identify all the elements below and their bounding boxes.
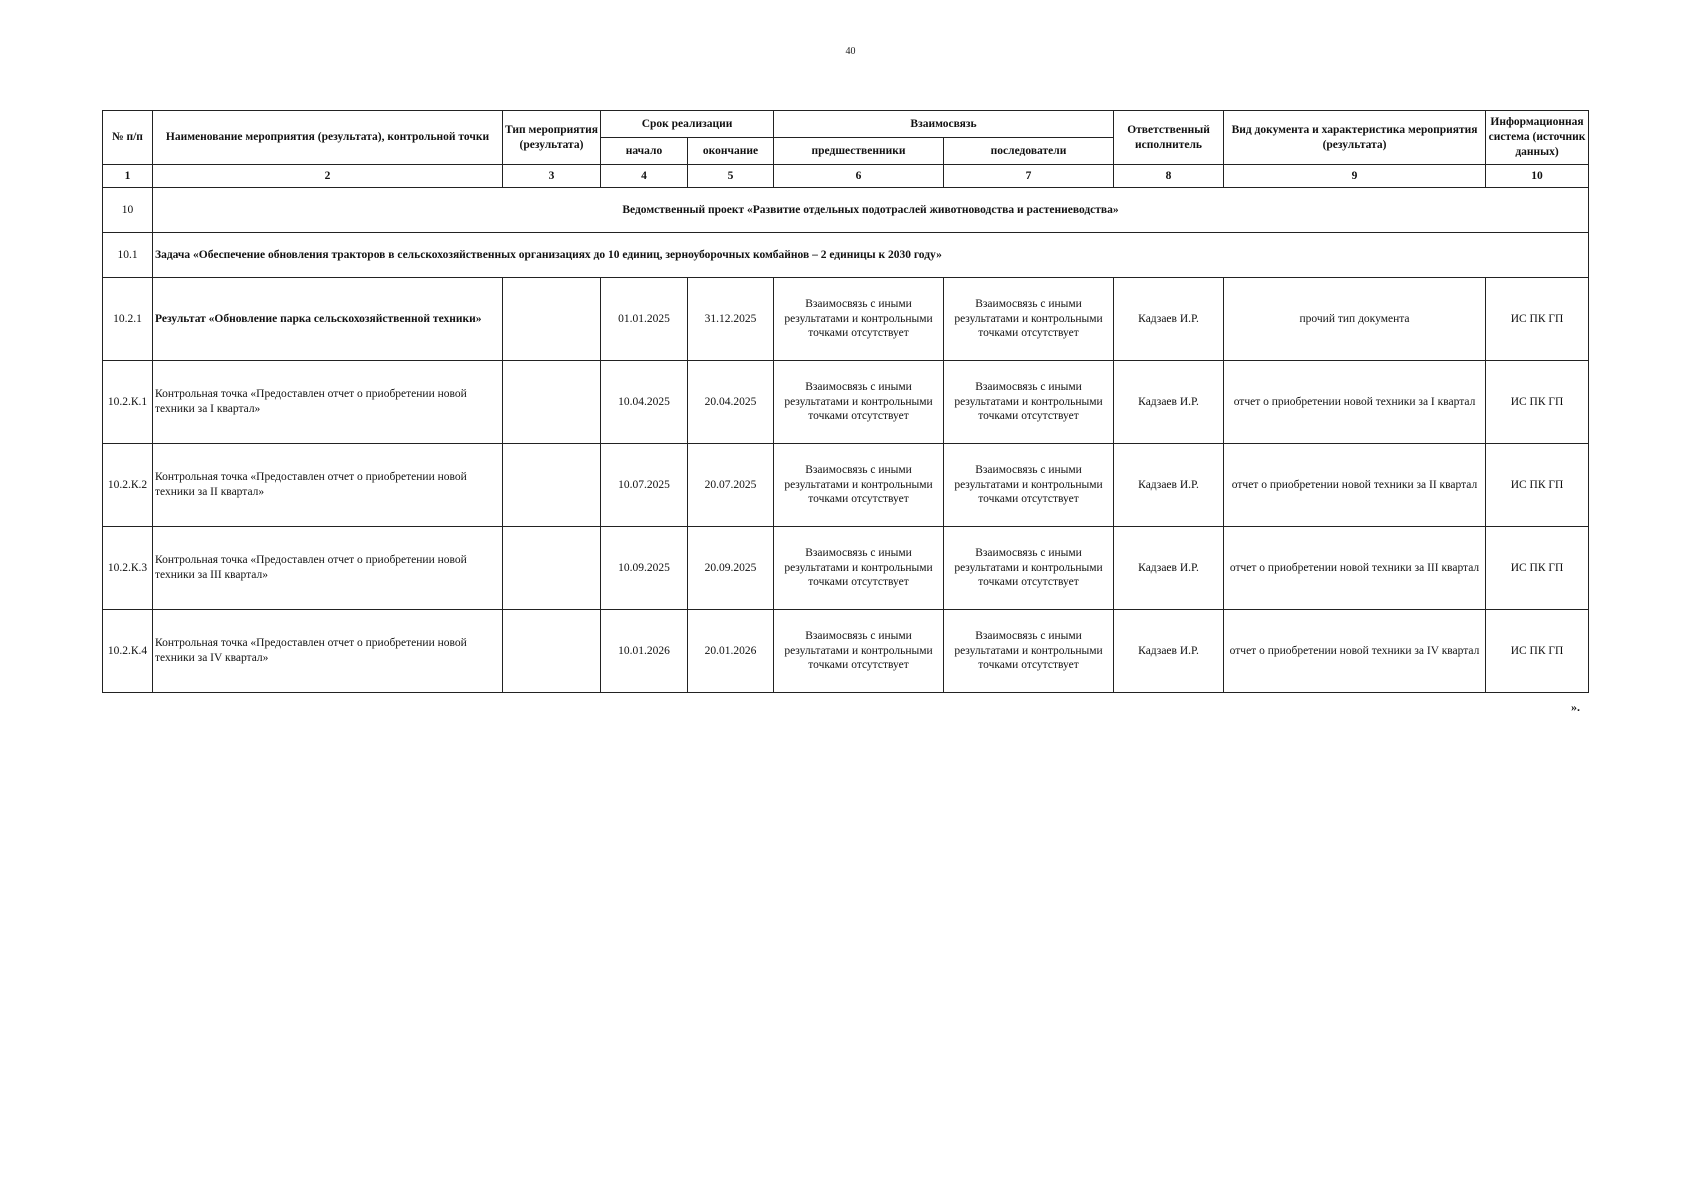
- row-successors: Взаимосвязь с иными результатами и контрольными точками отсутствует: [944, 610, 1114, 693]
- column-number: 9: [1224, 165, 1486, 188]
- column-number: 1: [103, 165, 153, 188]
- header-num: № п/п: [103, 111, 153, 165]
- row-predecessors: Взаимосвязь с иными результатами и контрольными точками отсутствует: [774, 527, 944, 610]
- row-responsible: Кадзаев И.Р.: [1114, 610, 1224, 693]
- header-relation-succ: последователи: [944, 138, 1114, 165]
- project-num: 10: [103, 188, 153, 233]
- table-row: [103, 527, 1589, 610]
- row-num: 10.2.К.4: [103, 610, 153, 693]
- column-number-row: [103, 165, 1589, 188]
- table-row: [103, 361, 1589, 444]
- row-document: прочий тип документа: [1224, 278, 1486, 361]
- row-successors: Взаимосвязь с иными результатами и контрольными точками отсутствует: [944, 278, 1114, 361]
- row-type: [503, 610, 601, 693]
- row-document: отчет о приобретении новой техники за III квартал: [1224, 527, 1486, 610]
- project-row: [103, 188, 1589, 233]
- table-body: [103, 188, 1589, 693]
- row-document: отчет о приобретении новой техники за IV квартал: [1224, 610, 1486, 693]
- row-num: 10.2.К.3: [103, 527, 153, 610]
- column-number: 6: [774, 165, 944, 188]
- row-successors: Взаимосвязь с иными результатами и контрольными точками отсутствует: [944, 444, 1114, 527]
- row-responsible: Кадзаев И.Р.: [1114, 278, 1224, 361]
- header-period-end: окончание: [688, 138, 774, 165]
- row-start: 10.04.2025: [601, 361, 688, 444]
- row-type: [503, 361, 601, 444]
- header-period-start: начало: [601, 138, 688, 165]
- row-num: 10.2.1: [103, 278, 153, 361]
- row-start: 10.01.2026: [601, 610, 688, 693]
- row-document: отчет о приобретении новой техники за II квартал: [1224, 444, 1486, 527]
- row-infosys: ИС ПК ГП: [1486, 361, 1589, 444]
- header-responsible: Ответственный исполнитель: [1114, 111, 1224, 165]
- row-end: 20.01.2026: [688, 610, 774, 693]
- header-name: Наименование мероприятия (результата), контрольной точки: [153, 111, 503, 165]
- row-start: 01.01.2025: [601, 278, 688, 361]
- project-title: Ведомственный проект «Развитие отдельных подотраслей животноводства и растениеводства»: [153, 188, 1589, 233]
- closing-mark: ».: [1571, 700, 1580, 714]
- task-row: [103, 233, 1589, 278]
- row-predecessors: Взаимосвязь с иными результатами и контрольными точками отсутствует: [774, 361, 944, 444]
- row-infosys: ИС ПК ГП: [1486, 610, 1589, 693]
- row-type: [503, 278, 601, 361]
- row-responsible: Кадзаев И.Р.: [1114, 444, 1224, 527]
- row-type: [503, 444, 601, 527]
- column-number: 5: [688, 165, 774, 188]
- row-successors: Взаимосвязь с иными результатами и контрольными точками отсутствует: [944, 527, 1114, 610]
- task-title: Задача «Обеспечение обновления тракторов в сельскохозяйственных организациях до 10 единиц, зерноуборочных комбайнов – 2 единицы к 2030 году»: [153, 233, 1589, 278]
- table-row: [103, 278, 1589, 361]
- row-end: 20.07.2025: [688, 444, 774, 527]
- table-row: [103, 610, 1589, 693]
- row-end: 20.04.2025: [688, 361, 774, 444]
- row-infosys: ИС ПК ГП: [1486, 444, 1589, 527]
- table-row: [103, 444, 1589, 527]
- row-end: 31.12.2025: [688, 278, 774, 361]
- row-infosys: ИС ПК ГП: [1486, 278, 1589, 361]
- row-predecessors: Взаимосвязь с иными результатами и контрольными точками отсутствует: [774, 444, 944, 527]
- header-relation-pred: предшественники: [774, 138, 944, 165]
- row-end: 20.09.2025: [688, 527, 774, 610]
- row-infosys: ИС ПК ГП: [1486, 527, 1589, 610]
- row-start: 10.09.2025: [601, 527, 688, 610]
- row-name: Контрольная точка «Предоставлен отчет о приобретении новой техники за IV квартал»: [153, 610, 503, 693]
- column-number: 7: [944, 165, 1114, 188]
- column-number: 4: [601, 165, 688, 188]
- column-number: 10: [1486, 165, 1589, 188]
- header-period: Срок реализации: [601, 111, 774, 138]
- header-doc: Вид документа и характеристика мероприятия (результата): [1224, 111, 1486, 165]
- row-responsible: Кадзаев И.Р.: [1114, 527, 1224, 610]
- row-name: Контрольная точка «Предоставлен отчет о приобретении новой техники за III квартал»: [153, 527, 503, 610]
- plan-table: [102, 110, 1589, 693]
- page-number: 40: [845, 46, 856, 57]
- column-number: 8: [1114, 165, 1224, 188]
- row-num: 10.2.К.2: [103, 444, 153, 527]
- row-num: 10.2.К.1: [103, 361, 153, 444]
- row-start: 10.07.2025: [601, 444, 688, 527]
- row-responsible: Кадзаев И.Р.: [1114, 361, 1224, 444]
- header-relation: Взаимосвязь: [774, 111, 1114, 138]
- row-name: Результат «Обновление парка сельскохозяйственной техники»: [153, 278, 503, 361]
- row-document: отчет о приобретении новой техники за I квартал: [1224, 361, 1486, 444]
- row-name: Контрольная точка «Предоставлен отчет о приобретении новой техники за I квартал»: [153, 361, 503, 444]
- row-name: Контрольная точка «Предоставлен отчет о приобретении новой техники за II квартал»: [153, 444, 503, 527]
- row-successors: Взаимосвязь с иными результатами и контрольными точками отсутствует: [944, 361, 1114, 444]
- task-num: 10.1: [103, 233, 153, 278]
- column-number: 2: [153, 165, 503, 188]
- header-infosys: Информационная система (источник данных): [1486, 111, 1589, 165]
- row-predecessors: Взаимосвязь с иными результатами и контрольными точками отсутствует: [774, 610, 944, 693]
- header-type: Тип мероприятия (результата): [503, 111, 601, 165]
- row-type: [503, 527, 601, 610]
- row-predecessors: Взаимосвязь с иными результатами и контрольными точками отсутствует: [774, 278, 944, 361]
- table-header: [103, 111, 1589, 188]
- column-number: 3: [503, 165, 601, 188]
